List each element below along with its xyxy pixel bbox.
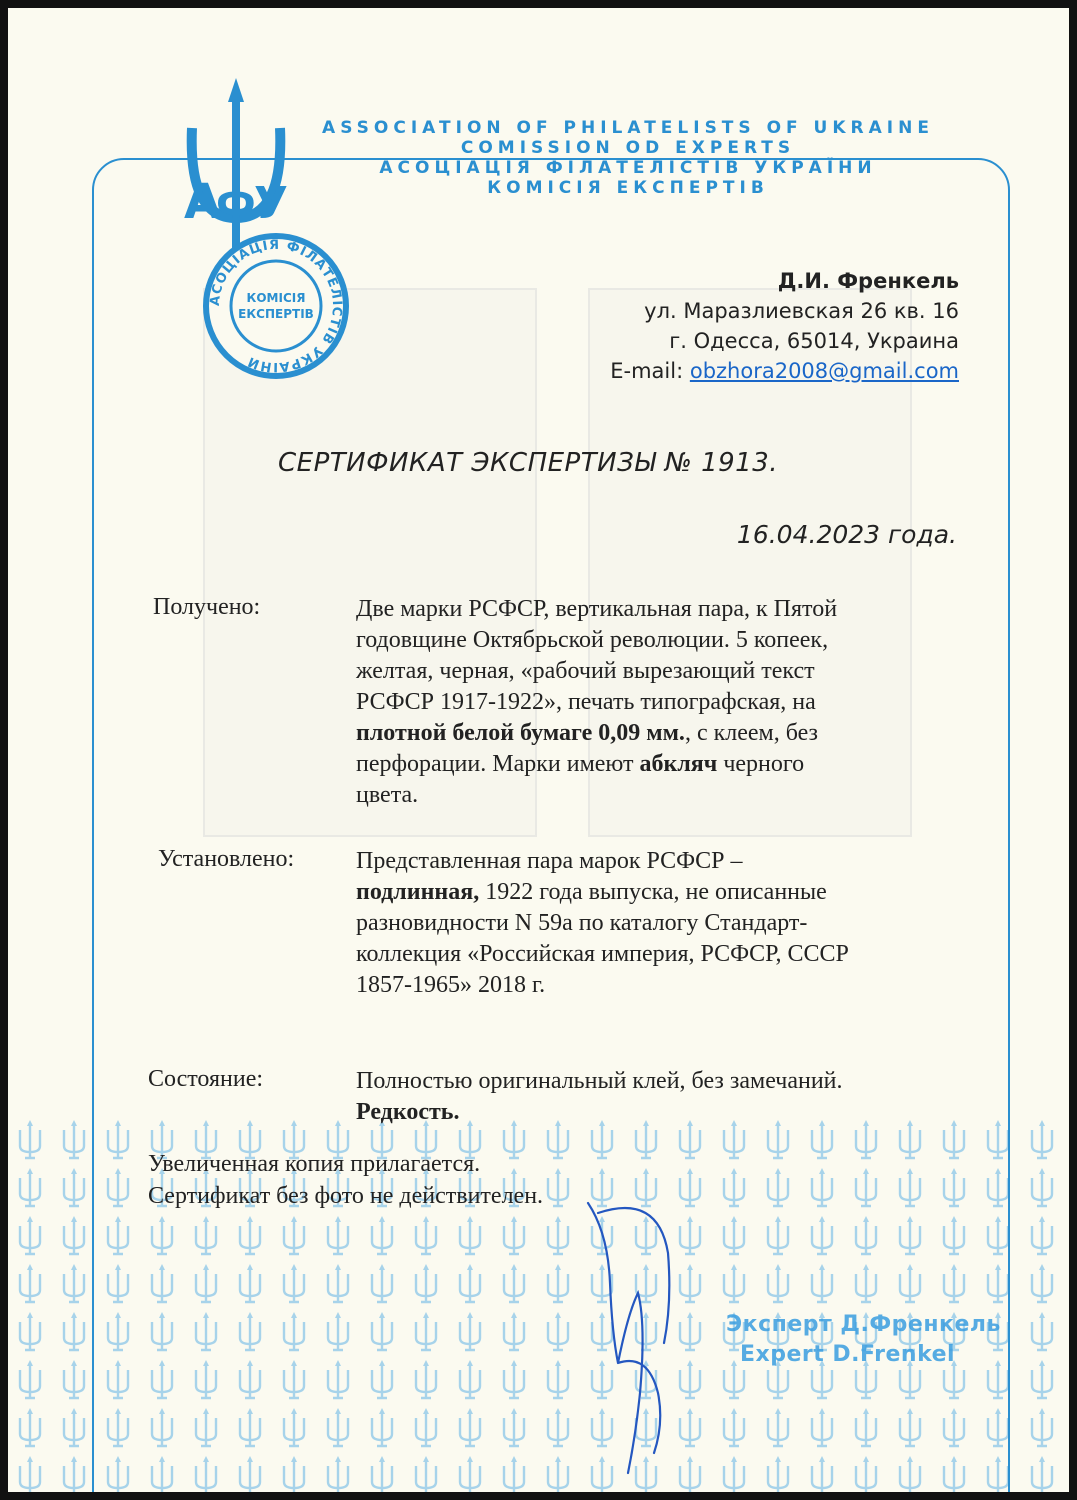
expert-address (610, 266, 959, 386)
condition-text (356, 1066, 981, 1128)
svg-text:А: А (184, 174, 222, 230)
received-line: цвета. (356, 782, 419, 808)
received-label: Получено: (153, 594, 261, 620)
logo-ring-text: АСОЦІАЦІЯ ФІЛАТЕЛІСТІВ УКРАЇНИ (207, 237, 345, 375)
expert-stamp (726, 1310, 1001, 1370)
stamp-line-2: Expert D.Frenkel (740, 1342, 956, 1367)
association-logo (178, 68, 368, 388)
paper-spec: плотной белой бумаге 0,09 мм. (356, 720, 685, 746)
email-label: E-mail: (610, 359, 684, 383)
certificate-date: 16.04.2023 года. (736, 520, 957, 549)
footer-line-2: Сертификат без фото не действителен. (148, 1183, 544, 1209)
expert-name: Д.И. Френкель (777, 269, 959, 293)
address-city: г. Одесса, 65014, Украина (669, 329, 959, 353)
header-line-2: COMISSION OD EXPERTS (460, 138, 796, 158)
established-line: 1857-1965» 2018 г. (356, 972, 546, 998)
logo-center-line2: ЕКСПЕРТІВ (238, 307, 314, 321)
address-street: ул. Маразлиевская 26 кв. 16 (644, 299, 959, 323)
association-header (308, 118, 948, 198)
header-line-3: АСОЦІАЦІЯ ФІЛАТЕЛІСТІВ УКРАЇНИ (379, 158, 877, 178)
stamp-line-1: Эксперт Д.Френкель (726, 1312, 1001, 1337)
established-line: Представленная пара марок РСФСР – (356, 848, 743, 874)
handwritten-signature (568, 1193, 728, 1492)
received-line: Две марки РСФСР, вертикальная пара, к Пятой (356, 596, 838, 622)
established-label: Установлено: (158, 846, 295, 872)
received-line: , с клеем, без (684, 720, 819, 746)
email-link[interactable]: obzhora2008@gmail.com (689, 359, 959, 383)
condition-label: Состояние: (148, 1066, 264, 1092)
received-line: перфорации. Марки имеют (356, 751, 640, 777)
established-line: коллекция «Российская империя, РСФСР, СССР (356, 941, 849, 967)
svg-text:У: У (254, 178, 288, 229)
received-line: желтая, черная, «рабочий вырезающий текст (356, 658, 815, 684)
abklyach-term: абкляч (639, 751, 718, 777)
condition-line: Полностью оригинальный клей, без замечаний. (356, 1068, 843, 1094)
established-line: разновидности N 59а по каталогу Стандарт- (356, 910, 808, 936)
received-line: черного (717, 751, 805, 777)
header-line-1: ASSOCIATION OF PHILATELISTS OF UKRAINE (322, 118, 934, 138)
svg-text:Ф: Ф (216, 182, 256, 228)
certificate-sheet (8, 8, 1069, 1492)
received-line: РСФСР 1917-1922», печать типографская, на (356, 689, 816, 715)
received-text (356, 594, 981, 811)
certificate-title: СЕРТИФИКАТ ЭКСПЕРТИЗЫ № 1913. (278, 448, 779, 478)
footer-line-1: Увеличенная копия прилагается. (148, 1151, 481, 1177)
established-text (356, 846, 981, 1001)
received-line: годовщине Октябрьской революции. 5 копеек, (356, 627, 829, 653)
established-line: 1922 года выпуска, не описанные (479, 879, 827, 905)
footer-notes (148, 1148, 543, 1212)
header-line-4: КОМІСІЯ ЕКСПЕРТІВ (487, 178, 769, 198)
genuine-verdict: подлинная, (356, 879, 480, 905)
rarity-note: Редкость. (356, 1099, 460, 1125)
logo-center-line1: КОМІСІЯ (246, 291, 306, 305)
